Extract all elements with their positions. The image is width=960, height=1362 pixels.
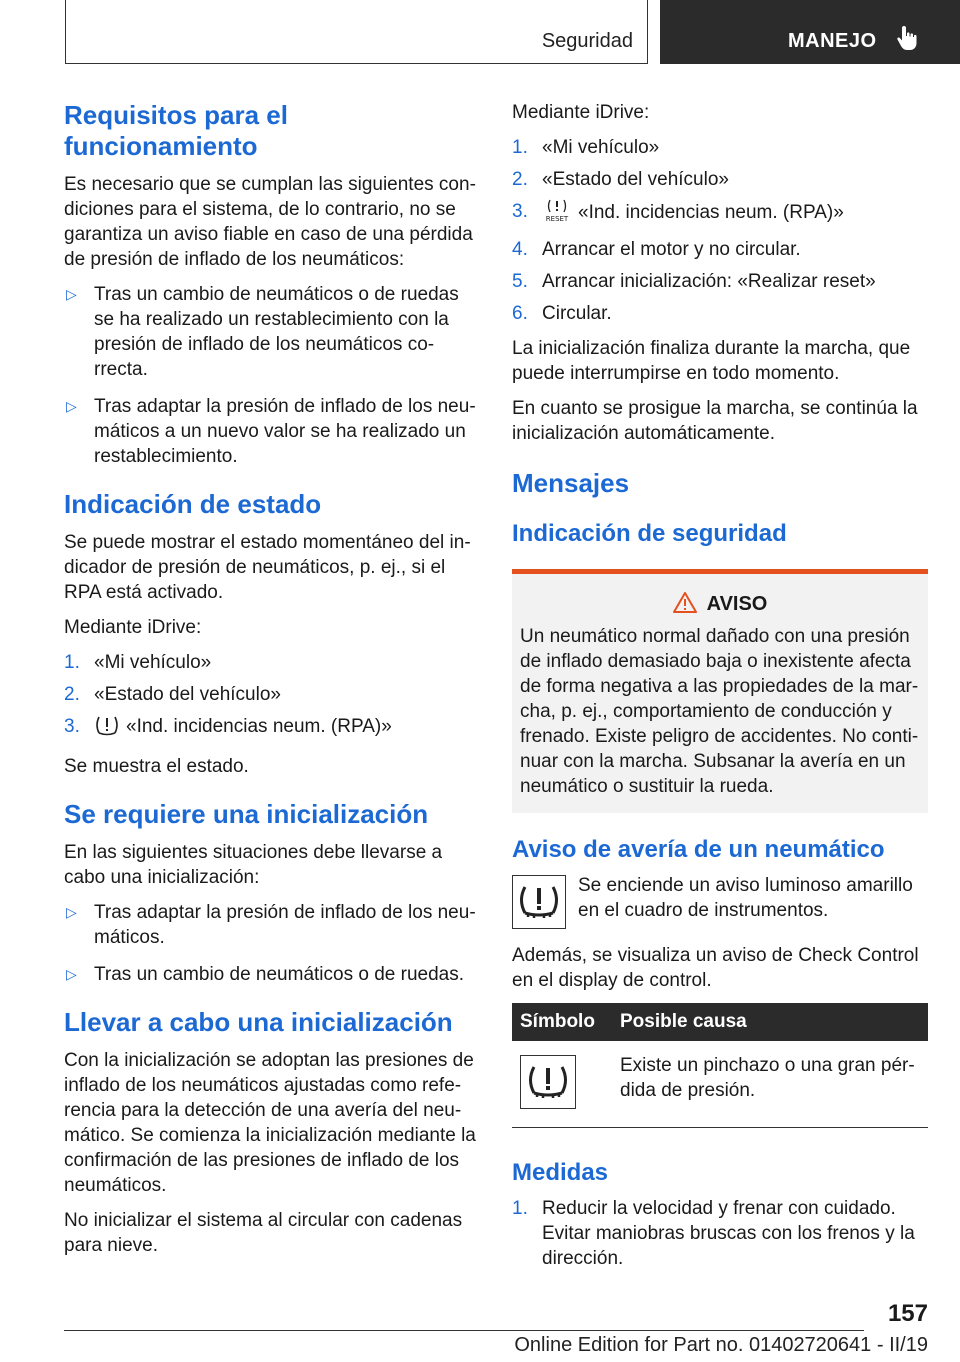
header-section-box bbox=[65, 0, 648, 64]
table-cell-symbol bbox=[512, 1041, 612, 1128]
header-section-title: Seguridad bbox=[541, 30, 633, 52]
left-column bbox=[64, 100, 476, 1268]
tire-fault-row bbox=[512, 873, 928, 929]
status-outro: Se muestra el estado. bbox=[64, 756, 249, 777]
list-item: 2. «Estado del vehículo» bbox=[512, 169, 729, 190]
list-item: 1. «Mi vehículo» bbox=[512, 137, 660, 158]
symbol-table bbox=[512, 1003, 928, 1128]
list-item: ▷ Tras un cambio de neumáticos o de ruedas. bbox=[66, 964, 464, 985]
right-column bbox=[512, 100, 928, 1281]
header-chapter-tab bbox=[660, 0, 960, 64]
list-item: ▷ Tras adaptar la presión de inflado de los neumáticos. bbox=[66, 902, 476, 948]
heading-tire-fault: Aviso de avería de un neumático bbox=[512, 836, 885, 863]
list-item: 4. Arrancar el motor y no circular. bbox=[512, 239, 801, 260]
tire-pressure-icon bbox=[94, 715, 120, 744]
init-continue-text: En cuanto se prosigue la marcha, se continúa la inicialización automáticamente. bbox=[512, 398, 918, 444]
requirements-list bbox=[64, 282, 476, 469]
status-steps bbox=[64, 650, 476, 744]
heading-messages: Mensajes bbox=[512, 468, 630, 498]
check-control-text: Además, se visualiza un aviso de Check Control en el display de control. bbox=[512, 945, 919, 991]
heading-status: Indicación de estado bbox=[64, 489, 322, 519]
requirements-intro: Es necesario que se cumplan las siguientes condiciones para el sistema, de lo contrario, no se garantiza un aviso fiable en caso de una pérdida de presión de inflado de los neumáticos: bbox=[64, 174, 476, 270]
table-header-symbol: Símbolo bbox=[512, 1003, 612, 1041]
table-header-cause: Posible causa bbox=[612, 1003, 928, 1041]
tire-fault-text: Se enciende un aviso luminoso amarillo en el cuadro de instrumentos. bbox=[578, 875, 913, 921]
heading-init-required: Se requiere una inicialización bbox=[64, 799, 429, 829]
triangle-bullet-icon: ▷ bbox=[66, 904, 77, 920]
list-item: 2. «Estado del vehículo» bbox=[64, 684, 281, 705]
header-chapter-title: MANEJO bbox=[788, 30, 877, 52]
list-item: 5. Arrancar inicialización: «Realizar reset» bbox=[512, 271, 876, 292]
measures-list bbox=[512, 1196, 928, 1271]
init-required-intro: En las siguientes situaciones debe llevarse a cabo una inicialización: bbox=[64, 842, 443, 888]
list-item: ▷ Tras un cambio de neumáticos o de ruedas se ha realizado un restablecimiento con la presión de inflado de los neumáticos correcta. bbox=[66, 284, 459, 380]
triangle-bullet-icon: ▷ bbox=[66, 286, 77, 302]
list-item: 3. RESET «Ind. incidencias neum. (RPA)» bbox=[512, 199, 928, 230]
edition-note: Online Edition for Part no. 01402720641 - II/19 bbox=[514, 1334, 928, 1356]
heading-requirements: Requisitos para el funcionamiento bbox=[64, 100, 288, 161]
warning-box bbox=[512, 569, 928, 813]
init-via: Mediante iDrive: bbox=[512, 102, 650, 123]
list-item: 6. Circular. bbox=[512, 303, 612, 324]
init-finish-text: La inicialización finaliza durante la marcha, que puede interrumpirse en todo momento. bbox=[512, 338, 911, 384]
table-row bbox=[512, 1041, 928, 1128]
list-item: 1. Reducir la velocidad y frenar con cuidado. Evitar maniobras bruscas con los frenos y la dirección. bbox=[512, 1198, 915, 1269]
tpms-warning-icon bbox=[512, 875, 566, 929]
status-intro: Se puede mostrar el estado momentáneo del indicador de presión de neumáticos, p. ej., si el RPA está activado. bbox=[64, 532, 471, 603]
heading-perform-init: Llevar a cabo una inicialización bbox=[64, 1007, 453, 1037]
list-item: 3. «Ind. incidencias neum. (RPA)» bbox=[64, 714, 476, 744]
status-via: Mediante iDrive: bbox=[64, 617, 202, 638]
triangle-bullet-icon: ▷ bbox=[66, 398, 77, 414]
reset-label: RESET bbox=[545, 215, 569, 223]
triangle-bullet-icon: ▷ bbox=[66, 966, 77, 982]
perform-init-text: Con la inicialización se adoptan las presiones de inflado de los neumáticos ajustadas como referencia para la detección de una avería del neumático. Se comienza la inicialización mediante la confirmación de las presiones de inflado de los neumáticos. bbox=[64, 1050, 476, 1196]
init-steps bbox=[512, 135, 928, 326]
init-required-list bbox=[64, 900, 476, 987]
warning-title: AVISO bbox=[520, 592, 920, 616]
warning-text: Un neumático normal dañado con una presión de inflado demasiado baja o inexistente afecta de forma negativa a las propiedades de la marcha, p. ej., comportamiento de conducción y frenado. Existe peligro de accidentes. No continuar con la marcha. Subsanar la avería en un neumático o sustituir la rueda. bbox=[520, 626, 919, 797]
tire-reset-icon bbox=[542, 199, 572, 230]
hand-pointer-icon bbox=[896, 24, 920, 57]
footer-divider bbox=[64, 1330, 864, 1331]
heading-safety: Indicación de seguridad bbox=[512, 520, 787, 547]
table-cell-cause: Existe un pinchazo o una gran pérdida de presión. bbox=[612, 1041, 928, 1128]
list-item: ▷ Tras adaptar la presión de inflado de los neumáticos a un nuevo valor se ha realizado un restablecimiento. bbox=[66, 396, 476, 467]
snow-chains-note: No inicializar el sistema al circular con cadenas para nieve. bbox=[64, 1210, 463, 1256]
warning-triangle-icon bbox=[673, 592, 697, 613]
tpms-warning-icon bbox=[520, 1055, 576, 1109]
page-number: 157 bbox=[887, 1300, 928, 1327]
list-item: 1. «Mi vehículo» bbox=[64, 652, 212, 673]
heading-measures: Medidas bbox=[512, 1159, 609, 1186]
